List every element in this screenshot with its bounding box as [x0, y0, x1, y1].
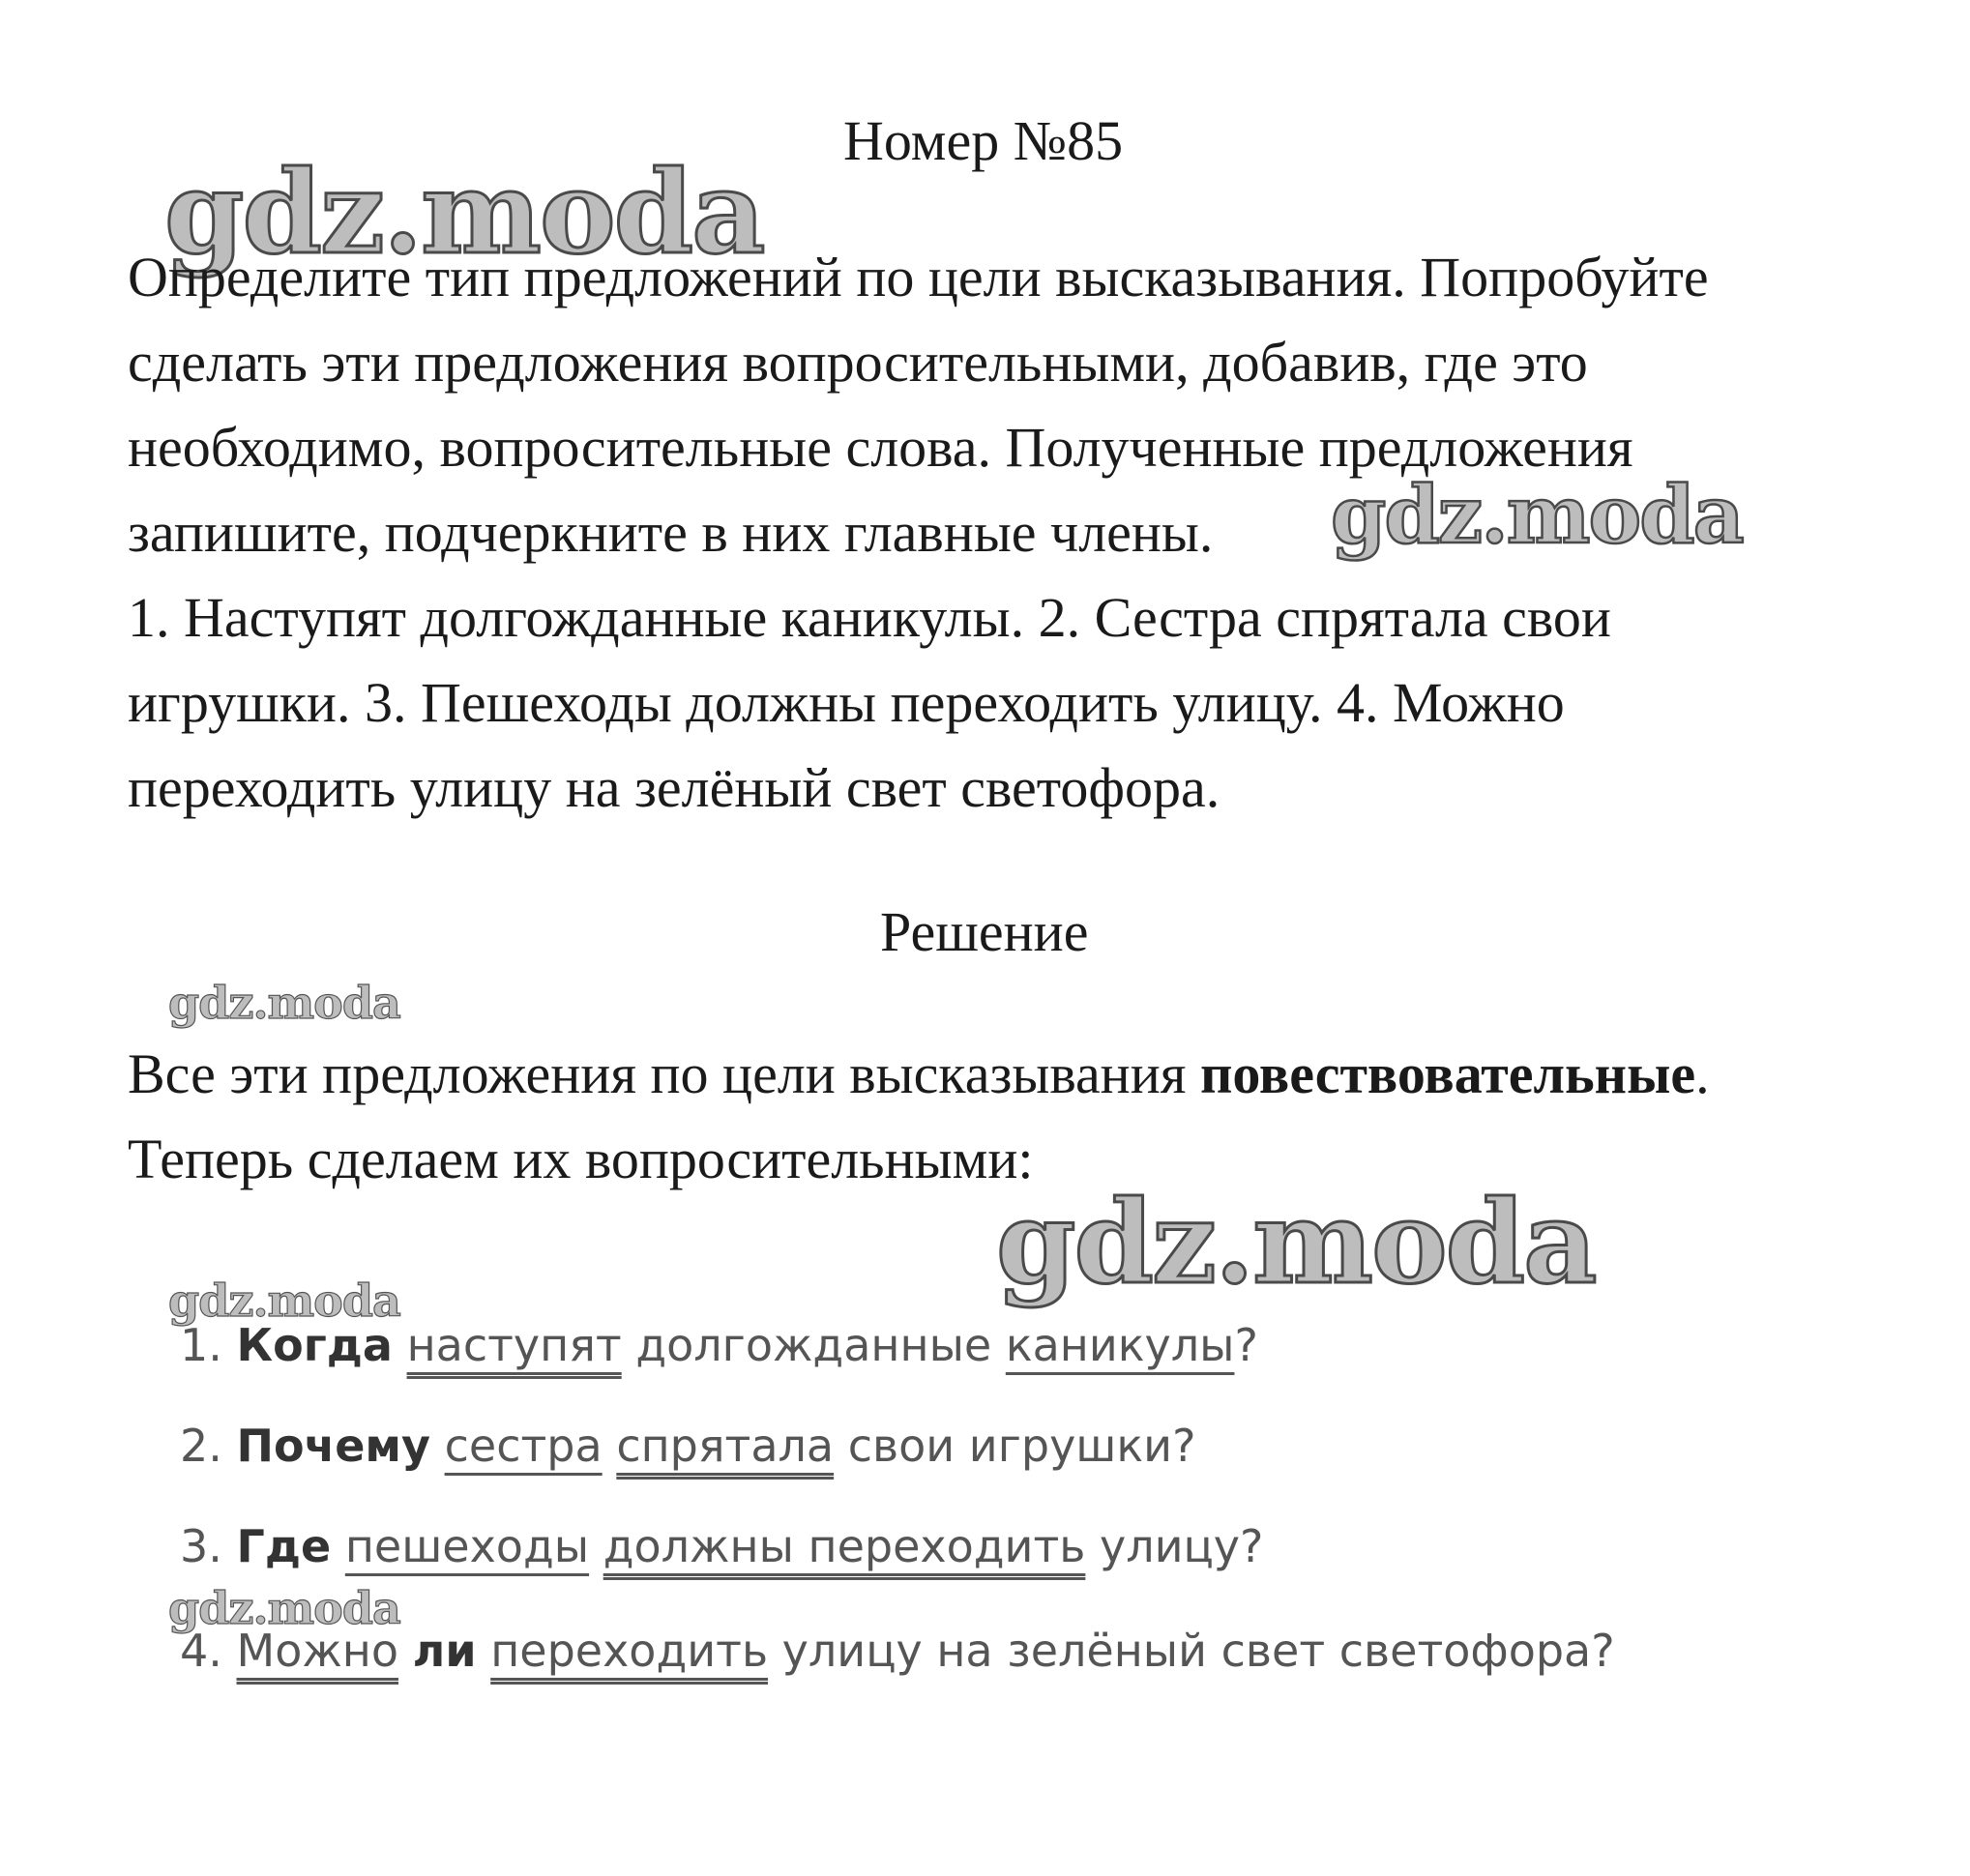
task-line-3: необходимо, вопросительные слова. Полученные предложения: [128, 416, 1633, 479]
predicate: спрятала: [616, 1420, 835, 1472]
watermark: gdz.moda: [168, 977, 400, 1029]
predicate: наступят: [406, 1319, 622, 1371]
task-line-5: 1. Наступят долгожданные каникулы. 2. Сестра спрятала свои: [128, 586, 1611, 649]
page-title: Номер №85: [843, 109, 1124, 172]
task-line-7: переходить улицу на зелёный свет светофора.: [128, 756, 1220, 819]
predicate: переходить: [490, 1625, 769, 1677]
answer-4: 4. Можно ли переходить улицу на зелёный свет светофора?: [180, 1625, 1615, 1677]
subject: каникулы: [1005, 1319, 1235, 1371]
watermark: gdz.moda: [164, 145, 764, 279]
predicate: Можно: [236, 1625, 399, 1677]
watermark: gdz.moda: [168, 1582, 400, 1634]
watermark: gdz.moda: [168, 1275, 400, 1327]
question-word: Где: [236, 1520, 332, 1572]
answer-3: 3. Где пешеходы должны переходить улицу?: [180, 1520, 1264, 1572]
solution-heading: Решение: [880, 900, 1089, 963]
answer-1: 1. Когда наступят долгожданные каникулы?: [180, 1319, 1258, 1371]
task-line-2: сделать эти предложения вопросительными, добавив, где это: [128, 331, 1588, 394]
predicate: должны переходить: [603, 1520, 1086, 1572]
question-word: Когда: [236, 1319, 393, 1371]
solution-line-2: Теперь сделаем их вопросительными:: [128, 1128, 1034, 1190]
task-line-6: игрушки. 3. Пешеходы должны переходить улицу. 4. Можно: [128, 671, 1565, 734]
watermark: gdz.moda: [1331, 469, 1743, 562]
watermark: gdz.moda: [996, 1175, 1596, 1309]
question-particle: ли: [412, 1625, 477, 1677]
question-word: Почему: [236, 1420, 430, 1472]
solution-line-1: Все эти предложения по цели высказывания повествовательные.: [128, 1042, 1710, 1105]
answer-2: 2. Почему сестра спрятала свои игрушки?: [180, 1420, 1196, 1472]
task-line-1: Определите тип предложений по цели высказывания. Попробуйте: [128, 246, 1709, 308]
task-line-4: запишите, подчеркните в них главные члены.: [128, 501, 1214, 564]
answer-type: повествовательные: [1199, 1042, 1696, 1105]
subject: пешеходы: [344, 1520, 590, 1572]
subject: сестра: [444, 1420, 603, 1472]
